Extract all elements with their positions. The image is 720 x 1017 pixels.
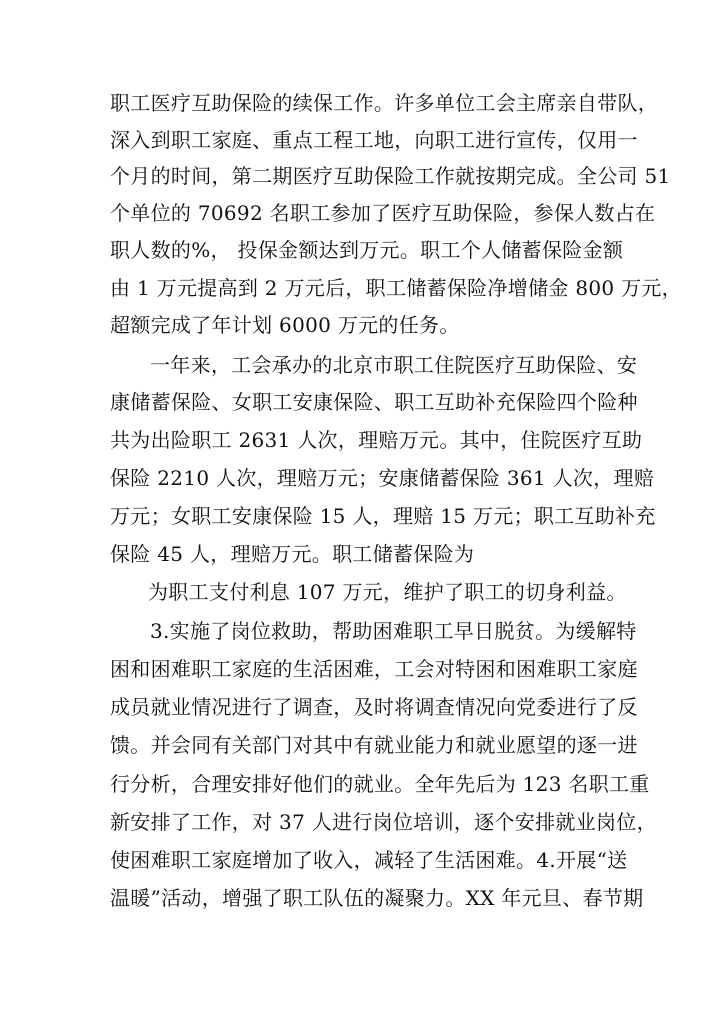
text-line: 深入到职工家庭、重点工程工地，向职工进行宣传，仅用一	[110, 128, 638, 152]
text-line: 温暖”活动，增强了职工队伍的凝聚力。XX 年元旦、春节期	[110, 886, 644, 910]
text-line: 超额完成了年计划 6000 万元的任务。	[110, 313, 460, 337]
text-line: 个单位的 70692 名职工参加了医疗互助保险，参保人数占在	[110, 201, 656, 225]
text-line: 保险 2210 人次，理赔万元；安康储蓄保险 361 人次，理赔	[110, 466, 655, 490]
paragraph-first-line: 3.实施了岗位救助，帮助困难职工早日脱贫。为缓解特	[150, 619, 637, 643]
text-line: 使困难职工家庭增加了收入，减轻了生活困难。4.开展“送	[110, 848, 628, 872]
text-line: 由 1 万元提高到 2 万元后，职工储蓄保险净增储金 800 万元，	[110, 276, 682, 300]
text-line: 行分析，合理安排好他们的就业。全年先后为 123 名职工重	[110, 772, 650, 796]
text-line: 个月的时间，第二期医疗互助保险工作就按期完成。全公司 51	[110, 164, 671, 188]
paragraph-first-line: 为职工支付利息 107 万元，维护了职工的切身利益。	[148, 580, 627, 604]
text-line: 康储蓄保险、女职工安康保险、职工互助补充保险四个险种	[110, 390, 638, 414]
text-line: 职人数的%， 投保金额达到万元。职工个人储蓄保险金额	[110, 238, 624, 262]
paragraph-first-line: 一年来，工会承办的北京市职工住院医疗互助保险、安	[150, 353, 638, 377]
text-line: 成员就业情况进行了调查，及时将调查情况向党委进行了反	[110, 695, 638, 719]
text-line: 新安排了工作，对 37 人进行岗位培训，逐个安排就业岗位，	[110, 810, 657, 834]
text-line: 共为出险职工 2631 人次，理赔万元。其中，住院医疗互助	[110, 428, 643, 452]
text-line: 困和困难职工家庭的生活困难，工会对特困和困难职工家庭	[110, 657, 638, 681]
text-line: 万元；女职工安康保险 15 人，理赔 15 万元；职工互助补充	[110, 504, 656, 528]
text-line: 保险 45 人，理赔万元。职工储蓄保险为	[110, 542, 475, 566]
text-line: 馈。并会同有关部门对其中有就业能力和就业愿望的逐一进	[110, 733, 638, 757]
text-line: 职工医疗互助保险的续保工作。许多单位工会主席亲自带队，	[110, 91, 659, 115]
